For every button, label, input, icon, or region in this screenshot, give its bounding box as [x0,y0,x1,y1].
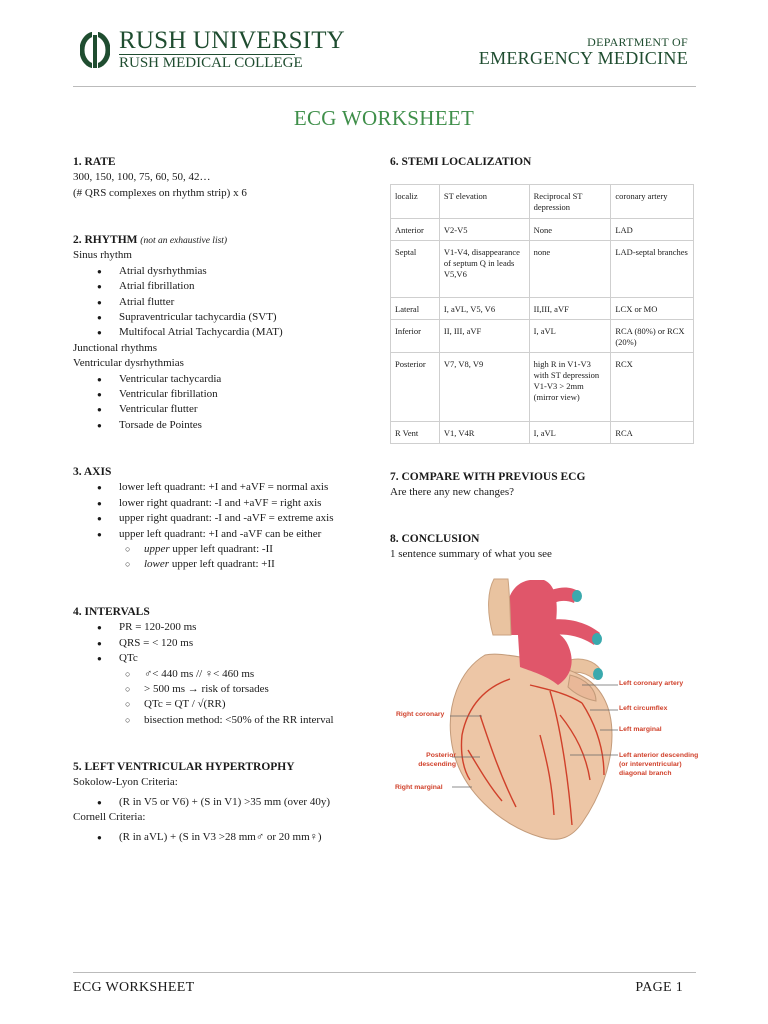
rate-line: 300, 150, 100, 75, 60, 50, 42… [73,171,211,184]
list-item: ● upper left quadrant: +I and -aVF can be either [73,527,334,542]
table-cell: Lateral [391,298,440,320]
sub-item-text: upper left quadrant: +II [169,558,275,571]
sub-list-item [73,542,334,557]
list-item: ● (R in aVL) + (S in V3 >28 mm♂ or 20 mm♀) [73,830,330,845]
stemi-heading: 6. STEMI LOCALIZATION [390,156,532,168]
lvh-sokolow-label: Sokolow-Lyon Criteria: [73,776,178,789]
university-name: RUSH UNIVERSITY [119,27,345,54]
conclusion-heading: 8. CONCLUSION [390,533,480,545]
table-row [391,298,694,320]
sub-item-emphasis: upper [144,542,170,555]
compare-heading: 7. COMPARE WITH PREVIOUS ECG [390,471,586,483]
heart-body [450,654,612,839]
list-item: ● Ventricular flutter [73,402,283,417]
aorta-shape [506,580,557,635]
vena-cava-shape [489,579,511,635]
table-cell: RCA (80%) or RCX (20%) [611,320,694,353]
list-item: ● upper right quadrant: -I and -aVF = extreme axis [73,511,334,526]
section-intervals [73,605,334,728]
table-row [391,353,694,422]
table-cell: R Vent [391,422,440,444]
sub-item-text: upper left quadrant: -II [169,542,273,555]
table-cell: I, aVL [529,422,611,444]
column-header: Reciprocal ST depression [529,185,611,219]
label-lad-line1: Left anterior descending [619,752,699,759]
list-item: ● Atrial fibrillation [73,279,283,294]
section-compare [390,470,585,501]
table-cell: V1, V4R [439,422,529,444]
list-item: ● Ventricular fibrillation [73,387,283,402]
lvh-cornell-label: Cornell Criteria: [73,811,146,824]
list-item: ● QRS = < 120 ms [73,636,334,651]
label-posterior-line1: Posterior [426,752,456,759]
section-axis [73,465,334,573]
rhythm-sinus: Sinus rhythm [73,249,132,262]
table-row [391,320,694,353]
list-item: ● (R in V5 or V6) + (S in V1) >35 mm (over 40y) [73,795,330,810]
table-cell: II,III, aVF [529,298,611,320]
rhythm-heading: 2. RHYTHM [73,234,138,246]
sub-list-item: ○ > 500 ms → risk of torsades [73,682,334,697]
table-cell: none [529,241,611,298]
table-cell: V7, V8, V9 [439,353,529,422]
column-header: ST elevation [439,185,529,219]
rhythm-ventricular: Ventricular dysrhythmias [73,357,184,370]
label-lad [619,751,698,778]
list-item: ● lower left quadrant: +I and +aVF = normal axis [73,480,334,495]
sub-list-item [73,557,334,572]
rush-logo-icon [80,32,110,70]
list-item: ● lower right quadrant: -I and +aVF = right axis [73,496,334,511]
table-cell: high R in V1-V3 with ST depression V1-V3 > 2mm (mirror view) [529,353,611,422]
table-cell: LAD-septal branches [611,241,694,298]
table-cell: Anterior [391,219,440,241]
list-item: ● Atrial dysrhythmias [73,264,283,279]
label-posterior-line2: descending [418,761,456,768]
sub-list-item: ○ ♂< 440 ms // ♀< 460 ms [73,667,334,682]
sub-list-item: ○ bisection method: <50% of the RR interval [73,713,334,728]
footer-title: ECG WORKSHEET [73,980,195,995]
compare-text: Are there any new changes? [390,486,514,499]
table-cell: Posterior [391,353,440,422]
table-cell: Inferior [391,320,440,353]
page-number: PAGE 1 [635,980,683,995]
rhythm-note: (not an exhaustive list) [140,236,228,246]
list-item: ● Supraventricular tachycardia (SVT) [73,310,283,325]
table-cell: RCA [611,422,694,444]
table-cell: I, aVL [529,320,611,353]
label-right-coronary: Right coronary [396,711,445,718]
list-item: ● Torsade de Pointes [73,418,283,433]
vessel-opening [572,590,582,602]
label-diagonal-branch: diagonal branch [619,770,672,777]
section-lvh [73,760,330,845]
table-cell: II, III, aVF [439,320,529,353]
list-item: ● Multifocal Atrial Tachycardia (MAT) [73,325,283,340]
table-cell: LCX or MO [611,298,694,320]
footer-divider [73,972,696,973]
list-item: ● PR = 120-200 ms [73,620,334,635]
table-cell: V2-V5 [439,219,529,241]
list-item: ● QTc [73,651,334,666]
section-conclusion [390,532,552,563]
label-right-marginal: Right marginal [395,784,443,791]
department-name: EMERGENCY MEDICINE [478,48,688,68]
intervals-heading: 4. INTERVALS [73,606,150,618]
column-header: coronary artery [611,185,694,219]
list-item: ● Ventricular tachycardia [73,372,283,387]
department-label: DEPARTMENT OF [587,35,688,49]
label-lad-line2: (or interventricular) [619,761,682,768]
axis-heading: 3. AXIS [73,466,112,478]
table-cell: Septal [391,241,440,298]
table-row [391,241,694,298]
table-cell: I, aVL, V5, V6 [439,298,529,320]
table-cell: RCX [611,353,694,422]
label-posterior-descending [404,751,456,769]
vessel-opening [592,633,602,645]
table-cell: LAD [611,219,694,241]
list-item: ● Atrial flutter [73,295,283,310]
page-title: ECG WORKSHEET [293,106,475,130]
lvh-heading: 5. LEFT VENTRICULAR HYPERTROPHY [73,761,295,773]
sub-item-emphasis: lower [144,558,170,571]
table-cell: None [529,219,611,241]
vessel-opening [593,668,603,680]
section-rate [73,155,247,201]
section-rhythm [73,233,283,433]
label-left-circumflex: Left circumflex [619,705,668,712]
table-cell: V1-V4, disappearance of septum Q in leads V5,V6 [439,241,529,298]
college-name: RUSH MEDICAL COLLEGE [119,55,303,71]
label-left-marginal: Left marginal [619,726,662,733]
label-left-coronary-artery: Left coronary artery [619,680,684,687]
rhythm-junctional: Junctional rhythms [73,341,158,354]
table-row [391,422,694,444]
sub-list-item: ○ QTc = QT / √(RR) [73,697,334,712]
rate-line: (# QRS complexes on rhythm strip) x 6 [73,186,247,199]
stemi-table [390,184,694,444]
column-header: localiz [391,185,440,219]
rate-heading: 1. RATE [73,156,116,168]
header-divider [73,86,696,87]
table-row [391,219,694,241]
conclusion-text: 1 sentence summary of what you see [390,548,552,561]
table-header-row [391,185,694,219]
